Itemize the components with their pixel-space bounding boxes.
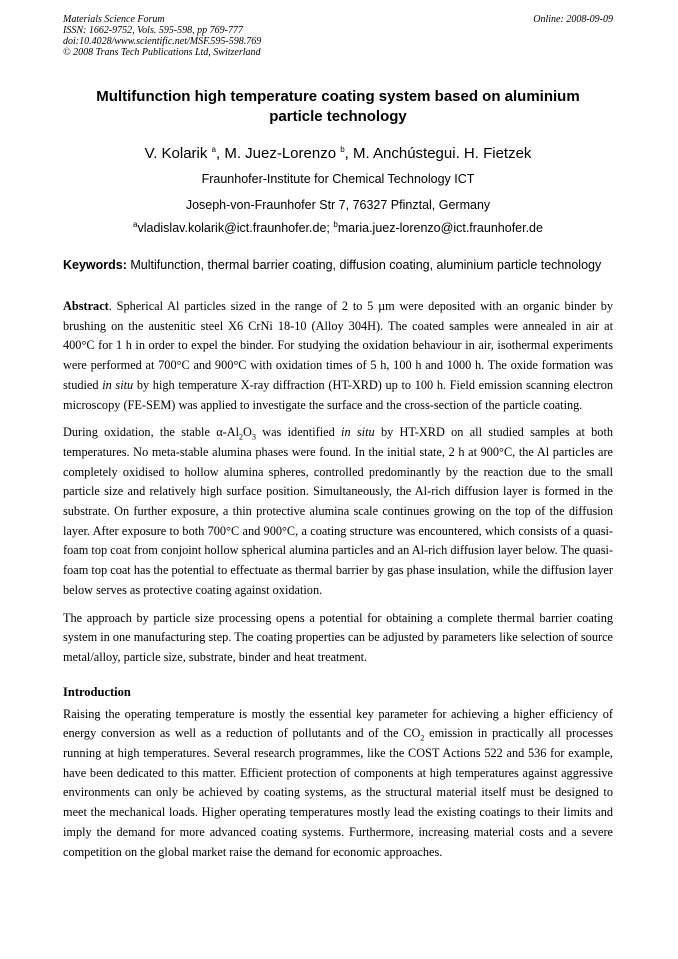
institute: Fraunhofer-Institute for Chemical Technology ICT (201, 172, 475, 186)
abstract-text: . Spherical Al particles sized in the range of 2 to 5 µm were deposited with an organic binder by brushing on the austenitic steel X6 CrNi 18-10 (Alloy 304H). The coated samples were annealed in air at 400°C for 1 h in order to expel the binder. For studying the oxidation behaviour in air, isothermal experiments were performed at 700°C and 900°C with oxidation times of 5 h, 100 h and 1000 h. The oxide formation was studied (63, 299, 613, 392)
keywords-label: Keywords: (63, 258, 127, 272)
abstract-italic: in situ (102, 377, 134, 392)
author-affil-b: b (340, 145, 345, 154)
abstract-paragraph-1 (63, 297, 613, 415)
email-b: maria.juez-lorenzo@ict.fraunhofer.de (337, 221, 543, 235)
abstract-text: During oxidation, the stable α-Al (63, 425, 240, 440)
address: Joseph-von-Fraunhofer Str 7, 76327 Pfinztal, Germany (185, 198, 491, 212)
issn-line: ISSN: 1662-9752, Vols. 595-598, pp 769-777 (63, 25, 243, 36)
author-kolarik: V. Kolarik (144, 145, 212, 162)
abstract-italic: in situ (341, 425, 375, 440)
journal-name: Materials Science Forum (63, 14, 165, 25)
keywords-text: Multifunction, thermal barrier coating, diffusion coating, aluminium particle technology (126, 258, 602, 272)
subscript: 2 (420, 733, 425, 743)
author-affil-a: a (211, 145, 216, 154)
introduction-paragraph (63, 705, 613, 863)
keywords (63, 256, 613, 275)
online-date: Online: 2008-09-09 (533, 14, 613, 25)
author-list (63, 144, 613, 164)
journal-header (63, 14, 613, 58)
abstract-paragraph-3: The approach by particle size processing opens a potential for obtaining a complete thermal barrier coating system in one manufacturing step. The coating properties can be adjusted by parameters like selection of source metal/alloy, particle size, substrate, binder and heat treatment. (63, 610, 613, 664)
author-juez-lorenzo: , M. Juez-Lorenzo (216, 145, 341, 162)
subscript: 3 (251, 432, 256, 442)
email-sup-a: a (133, 219, 138, 229)
abstract-text: by high temperature X-ray diffraction (HT-XRD) up to 100 h. Field emission scanning electron microscopy (FE-SEM) was applied to investigate the surface and the cross-section of the particle coating. (63, 377, 613, 412)
intro-text: Raising the operating temperature is mostly the essential key parameter for achieving a higher efficiency of energy conversion as well as a reduction of pollutants and of the CO (63, 706, 613, 741)
author-others: , M. Anchústegui. H. Fietzek (344, 145, 532, 162)
abstract-label: Abstract (63, 299, 109, 313)
abstract-paragraph-2 (63, 423, 613, 600)
copyright-line: © 2008 Trans Tech Publications Ltd, Switzerland (63, 47, 261, 58)
doi-line: doi:10.4028/www.scientific.net/MSF.595-598.769 (63, 36, 262, 47)
paper-page (63, 14, 613, 862)
subscript: 2 (239, 432, 244, 442)
abstract-text: was identified (255, 425, 342, 440)
email-a: vladislav.kolarik@ict.fraunhofer.de; (137, 221, 334, 235)
abstract-text: O (243, 425, 252, 440)
intro-text: emission in practically all processes running at high temperatures. Several research programmes, like the COST Actions 522 and 536 for example, have been dedicated to this matter. Efficient protection of components at high temperatures against aggressive environments can only be achieved by coating systems, as the structural material itself must be designed to meet the mechanical loads. Higher operating temperatures mostly lead the existing coatings to their limits and imply the demand for more advanced coating systems. Furthermore, increasing material costs and a severe competition on the global market raise the demand for economic approaches. (63, 726, 613, 859)
email-sup-b: b (333, 219, 338, 229)
email-line (63, 217, 613, 239)
introduction-heading: Introduction (63, 684, 131, 699)
abstract-text: by HT-XRD on all studied samples at both temperatures. No meta-stable alumina phases were found. In the initial state, 2 h at 900°C, the Al particles are completely oxidised to hollow alumina spheres, controlled predominantly by the reaction due to the small particle size and relatively high surface position. Simultaneously, the Al-rich diffusion layer is formed in the substrate. On further exposure, a thin protective alumina scale continues growing on the top of the diffusion layer. After exposure to both 700°C and 900°C, a coating structure was encountered, which consists of a quasi-foam top coat from conjoint hollow spherical alumina particles and an Al-rich diffusion layer below. The quasi-foam top coat has the potential to effectuate as thermal barrier by gas phase insulation, while the diffusion layer below serves as protective coating against oxidation. (63, 425, 614, 597)
paper-title: Multifunction high temperature coating system based on aluminium particle technology (96, 88, 580, 125)
